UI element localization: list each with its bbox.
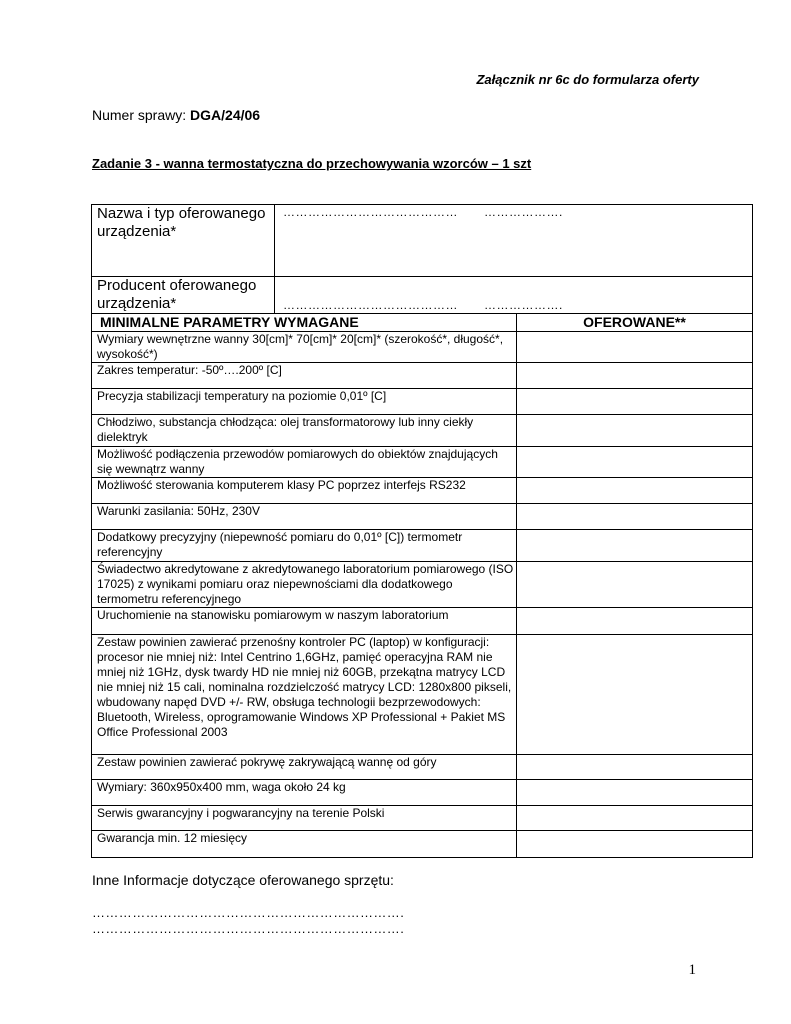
parameter-offered-field[interactable] bbox=[517, 415, 753, 447]
parameter-requirement: Gwarancja min. 12 miesięcy bbox=[92, 831, 517, 858]
parameter-offered-field[interactable] bbox=[517, 389, 753, 415]
attachment-label: Załącznik nr 6c do formularza oferty bbox=[476, 72, 699, 87]
parameter-row bbox=[92, 332, 753, 363]
parameter-requirement: Precyzja stabilizacji temperatury na poziomie 0,01º [C] bbox=[92, 389, 517, 415]
parameter-offered-field[interactable] bbox=[517, 780, 753, 806]
parameter-row bbox=[92, 478, 753, 504]
parameter-row bbox=[92, 504, 753, 530]
parameter-row bbox=[92, 780, 753, 806]
parameter-requirement: Zakres temperatur: -50º….200º [C] bbox=[92, 363, 517, 389]
producer-dots-long: …………………………………… bbox=[283, 298, 458, 312]
parameter-row bbox=[92, 389, 753, 415]
parameter-requirement: Możliwość sterowania komputerem klasy PC poprzez interfejs RS232 bbox=[92, 478, 517, 504]
parameter-offered-field[interactable] bbox=[517, 478, 753, 504]
case-number-line bbox=[92, 107, 260, 123]
parameter-row bbox=[92, 363, 753, 389]
parameter-offered-field[interactable] bbox=[517, 806, 753, 831]
parameter-requirement: Dodatkowy precyzyjny (niepewność pomiaru do 0,01º [C]) termometr referencyjny bbox=[92, 530, 517, 562]
parameter-offered-field[interactable] bbox=[517, 562, 753, 608]
parameter-row bbox=[92, 608, 753, 635]
parameter-requirement: Warunki zasilania: 50Hz, 230V bbox=[92, 504, 517, 530]
producer-field[interactable] bbox=[275, 277, 753, 314]
parameter-requirement: Świadectwo akredytowane z akredytowanego laboratorium pomiarowego (ISO 17025) z wynikami pomiaru oraz niepewnościami dla dodatkowego termometru referencyjnego bbox=[92, 562, 517, 608]
parameter-row bbox=[92, 806, 753, 831]
parameter-offered-field[interactable] bbox=[517, 755, 753, 780]
parameter-requirement: Wymiary: 360x950x400 mm, waga około 24 kg bbox=[92, 780, 517, 806]
parameter-offered-field[interactable] bbox=[517, 831, 753, 858]
device-name-dots-short: ………………. bbox=[484, 205, 563, 219]
parameter-requirement: Uruchomienie na stanowisku pomiarowym w naszym laboratorium bbox=[92, 608, 517, 635]
parameter-offered-field[interactable] bbox=[517, 332, 753, 363]
parameter-offered-field[interactable] bbox=[517, 608, 753, 635]
producer-label: Producent oferowanego urządzenia* bbox=[92, 277, 275, 314]
parameter-row bbox=[92, 447, 753, 478]
parameters-header-row bbox=[92, 314, 753, 332]
parameter-row bbox=[92, 755, 753, 780]
case-number-label: Numer sprawy: bbox=[92, 107, 191, 123]
producer-row bbox=[92, 277, 753, 314]
producer-dots-short: ………………. bbox=[484, 298, 563, 312]
other-info-line-1[interactable]: ……………………………………………………………. bbox=[92, 905, 405, 920]
parameter-requirement: Zestaw powinien zawierać przenośny kontroler PC (laptop) w konfiguracji: procesor nie mniej niż: Intel Centrino 1,6GHz, pamięć operacyjna RAM nie mniej niż 1GHz, dysk twardy HD nie mniej niż 60GB, przekątna matrycy LCD nie mniej niż 15 cali, nominalna rozdzielczość matrycy LCD: 1280x800 pikseli, wbudowany napęd DVD +/- RW, obsługa technologii bezprzewodowych: Bluetooth, Wireless, oprogramowanie Windows XP Professional + Pakiet MS Office Professional 2003 bbox=[92, 635, 517, 755]
device-name-label: Nazwa i typ oferowanego urządzenia* bbox=[92, 205, 275, 277]
parameter-row bbox=[92, 415, 753, 447]
device-name-field[interactable] bbox=[275, 205, 753, 277]
parameter-requirement: Wymiary wewnętrzne wanny 30[cm]* 70[cm]* 20[cm]* (szerokość*, długość*, wysokość*) bbox=[92, 332, 517, 363]
task-title: Zadanie 3 - wanna termostatyczna do przechowywania wzorców – 1 szt bbox=[92, 156, 532, 171]
device-name-row bbox=[92, 205, 753, 277]
required-parameters-header: MINIMALNE PARAMETRY WYMAGANE bbox=[92, 314, 517, 332]
parameter-requirement: Zestaw powinien zawierać pokrywę zakrywającą wannę od góry bbox=[92, 755, 517, 780]
other-info-label: Inne Informacje dotyczące oferowanego sprzętu: bbox=[92, 872, 394, 888]
parameter-offered-field[interactable] bbox=[517, 504, 753, 530]
parameter-requirement: Możliwość podłączenia przewodów pomiarowych do obiektów znajdujących się wewnątrz wanny bbox=[92, 447, 517, 478]
page-number: 1 bbox=[688, 962, 696, 978]
parameter-offered-field[interactable] bbox=[517, 530, 753, 562]
parameter-row bbox=[92, 530, 753, 562]
specifications-table bbox=[91, 204, 753, 858]
parameter-row bbox=[92, 635, 753, 755]
offered-header: OFEROWANE** bbox=[517, 314, 753, 332]
parameter-offered-field[interactable] bbox=[517, 363, 753, 389]
parameter-offered-field[interactable] bbox=[517, 447, 753, 478]
parameter-requirement: Chłodziwo, substancja chłodząca: olej transformatorowy lub inny ciekły dielektryk bbox=[92, 415, 517, 447]
parameter-row bbox=[92, 562, 753, 608]
parameter-offered-field[interactable] bbox=[517, 635, 753, 755]
parameter-row bbox=[92, 831, 753, 858]
device-name-dots-long: …………………………………… bbox=[283, 205, 458, 219]
other-info-line-2[interactable]: ……………………………………………………………. bbox=[92, 921, 405, 936]
parameter-requirement: Serwis gwarancyjny i pogwarancyjny na terenie Polski bbox=[92, 806, 517, 831]
case-number-value: DGA/24/06 bbox=[190, 107, 261, 123]
